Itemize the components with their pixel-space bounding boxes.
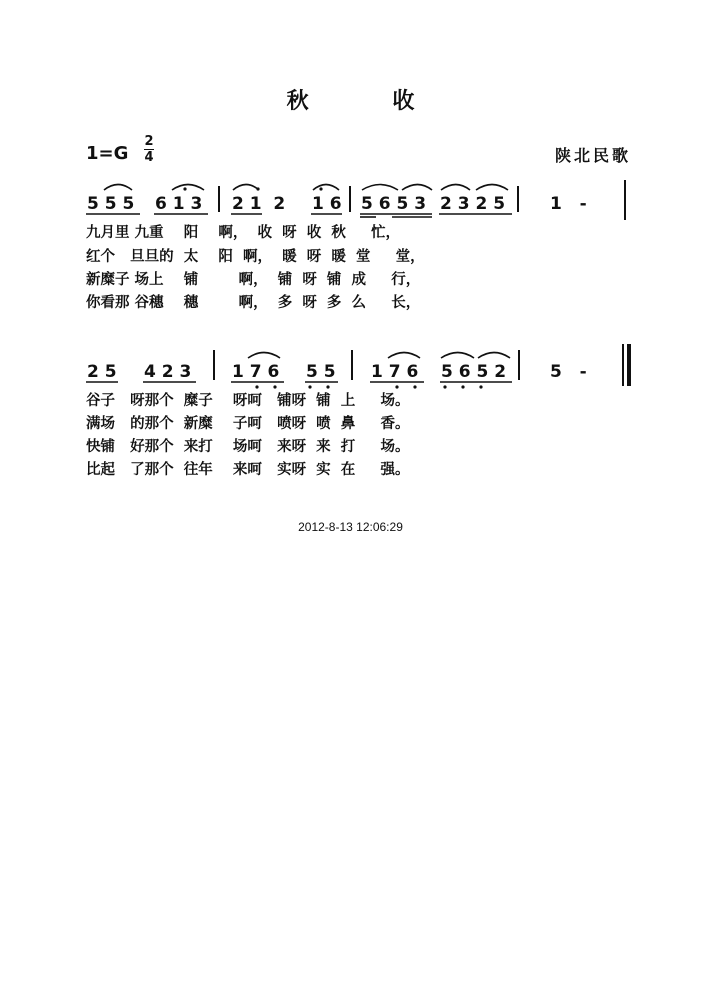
octave-dot <box>319 187 322 190</box>
lyric-line-7: 快铺 好那个 来打 场呵 来呀 来 打 场。 <box>86 439 410 455</box>
notes-m2b: 1 6 <box>312 194 342 214</box>
octave-dot <box>395 385 398 388</box>
timestamp: 2012-8-13 12:06:29 <box>298 520 403 534</box>
octave-dot <box>256 187 259 190</box>
octave-dot <box>413 385 416 388</box>
time-signature-bottom: 4 <box>144 150 154 165</box>
slur <box>478 353 510 359</box>
song-source: 陕北民歌 <box>555 146 632 165</box>
lyric-line-4: 你看那 谷穗 穗 啊， 多 呀 多 么 长， <box>86 295 421 311</box>
notes-m6b: 5 5 <box>306 362 336 382</box>
slur <box>441 353 474 359</box>
slur <box>313 185 339 191</box>
octave-dot <box>308 385 311 388</box>
slur <box>233 185 259 191</box>
octave-dot <box>461 385 464 388</box>
notes-m1a: 5 5 5 <box>87 194 135 214</box>
slur <box>402 185 432 191</box>
notes-m5b: 4 2 3 <box>144 362 192 382</box>
slur <box>104 185 132 191</box>
lyric-line-1: 九月里 九重 阳 啊， 收 呀 收 秋 忙， <box>86 225 401 241</box>
notes-m7b: 5 6 5 2 <box>441 362 507 382</box>
octave-dot <box>443 385 446 388</box>
key-signature: 1=G <box>86 143 129 164</box>
notes-m7a: 1 7 6 <box>371 362 419 382</box>
slur <box>441 185 470 191</box>
notes-m8: 5 - <box>550 362 587 382</box>
slur <box>172 185 204 191</box>
lyric-line-3: 新糜子 场上 铺 啊， 铺 呀 铺 成 行， <box>86 272 421 288</box>
notes-m3b: 2 3 2 5 <box>440 194 506 214</box>
slur <box>388 353 420 359</box>
lyric-line-2: 红个 旦旦的 太 阳 啊， 暖 呀 暖 堂 堂， <box>86 249 425 265</box>
slur <box>248 353 280 359</box>
octave-dot <box>326 385 329 388</box>
lyric-line-8: 比起 了那个 往年 来呵 实呀 实 在 强。 <box>86 462 410 478</box>
time-signature-top: 2 <box>144 134 154 149</box>
octave-dot <box>255 385 258 388</box>
octave-dot <box>479 385 482 388</box>
octave-dot <box>183 187 186 190</box>
notes-m2a: 2 1 2 <box>232 194 286 214</box>
notes-m1b: 6 1 3 <box>155 194 203 214</box>
notes-m3a: 5 6 5 3 <box>361 194 427 214</box>
lyric-line-6: 满场 的那个 新糜 子呵 喷呀 喷 鼻 香。 <box>86 416 410 432</box>
slur <box>476 185 508 191</box>
slur <box>362 185 398 191</box>
notes-m4: 1 - <box>550 194 587 214</box>
lyric-line-5: 谷子 呀那个 糜子 呀呵 铺呀 铺 上 场。 <box>86 393 410 409</box>
song-title: 秋 收 <box>286 89 453 114</box>
notes-m5a: 2 5 <box>87 362 117 382</box>
notes-m6a: 1 7 6 <box>232 362 280 382</box>
octave-dot <box>273 385 276 388</box>
